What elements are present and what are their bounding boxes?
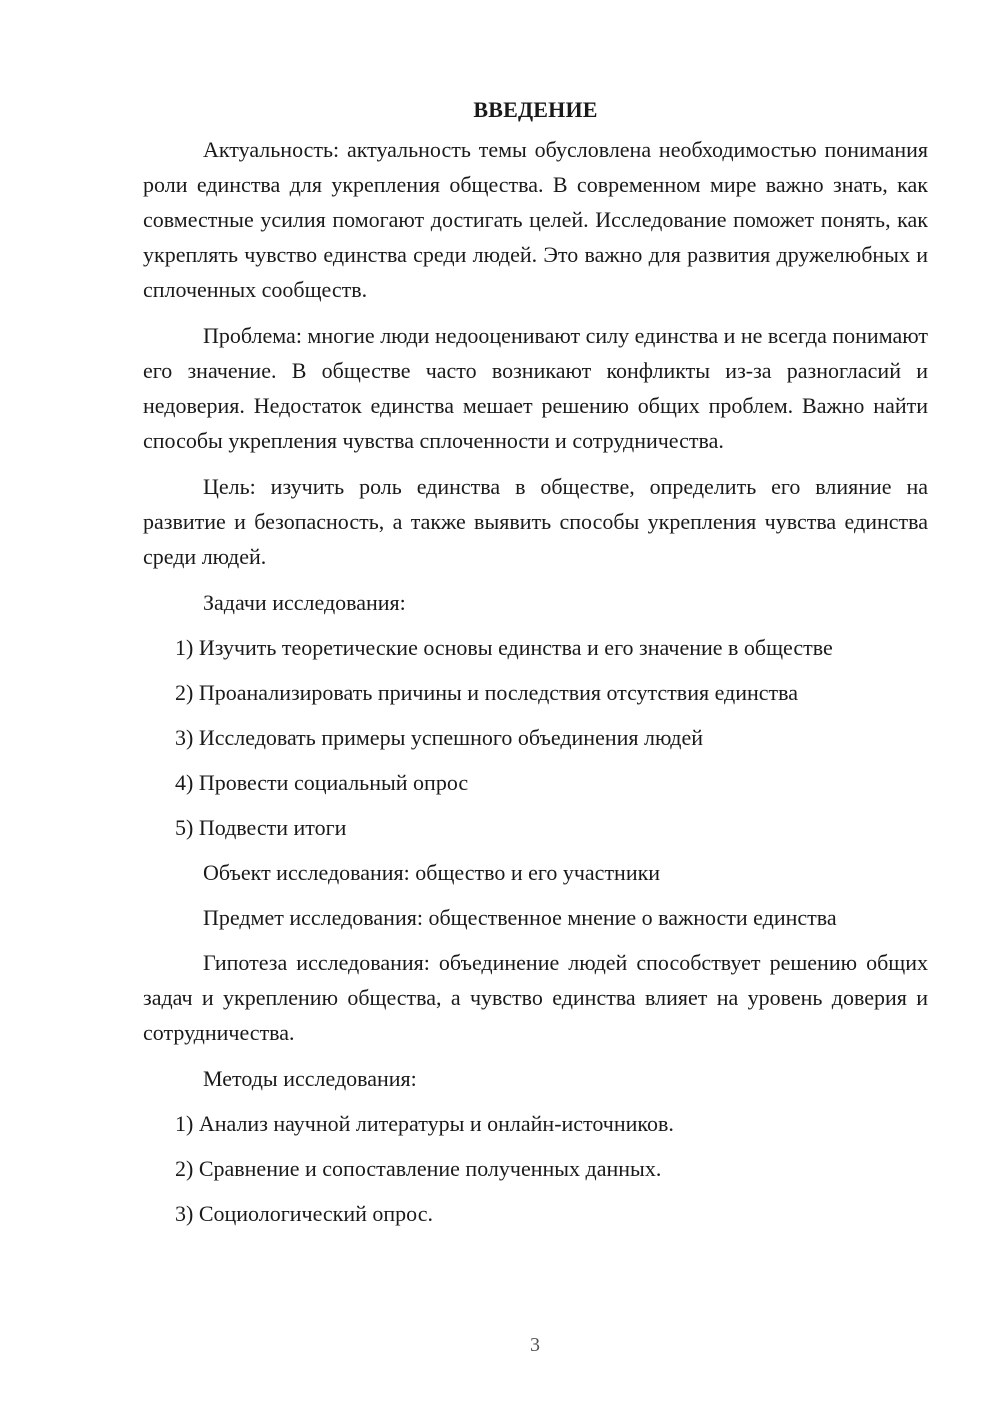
- tasks-label: Задачи исследования:: [203, 590, 406, 615]
- section-title: ВВЕДЕНИЕ: [473, 97, 598, 122]
- list-item: 1) Анализ научной литературы и онлайн-источников.: [175, 1111, 674, 1136]
- methods-label: Методы исследования:: [203, 1066, 417, 1091]
- list-item: 4) Провести социальный опрос: [175, 770, 469, 795]
- list-item: 2) Проанализировать причины и последствия отсутствия единства: [175, 680, 799, 705]
- methods-list: [143, 1106, 928, 1231]
- goal-paragraph: Цель: изучить роль единства в обществе, определить его влияние на развитие и безопасность, а также выявить способы укрепления чувства единства среди людей.: [143, 474, 928, 569]
- problem-paragraph: Проблема: многие люди недооценивают силу единства и не всегда понимают его значение. В обществе часто возникают конфликты из-за разногласий и недоверия. Недостаток единства мешает решению общих проблем. Важно найти способы укрепления чувства сплоченности и сотрудничества.: [143, 323, 928, 453]
- object-line: Объект исследования: общество и его участники: [203, 860, 661, 885]
- relevance-paragraph: Актуальность: актуальность темы обусловлена необходимостью понимания роли единства для укрепления общества. В современном мире важно знать, как совместные усилия помогают достигать целей. Исследование поможет понять, как укреплять чувство единства среди людей. Это важно для развития дружелюбных и сплоченных сообществ.: [143, 137, 928, 302]
- list-item: 3) Социологический опрос.: [175, 1201, 433, 1226]
- subject-line: Предмет исследования: общественное мнение о важности единства: [203, 905, 837, 930]
- list-item: 3) Исследовать примеры успешного объединения людей: [175, 725, 704, 750]
- list-item: 5) Подвести итоги: [175, 815, 347, 840]
- page-number: 3: [530, 1334, 540, 1356]
- list-item: 1) Изучить теоретические основы единства и его значение в обществе: [175, 635, 833, 660]
- page-content: [143, 92, 928, 1241]
- list-item: 2) Сравнение и сопоставление полученных данных.: [175, 1156, 662, 1181]
- tasks-list: [143, 630, 928, 845]
- hypothesis-paragraph: Гипотеза исследования: объединение людей способствует решению общих задач и укреплению общества, а чувство единства влияет на уровень доверия и сотрудничества.: [143, 950, 928, 1045]
